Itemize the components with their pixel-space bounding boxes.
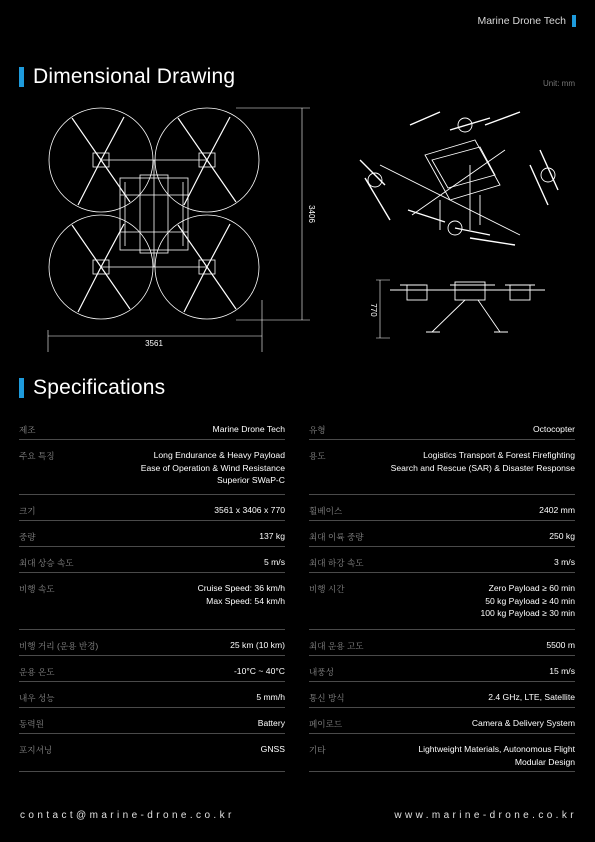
spec-label: 최대 상승 속도 xyxy=(19,558,74,568)
spec-label: 운용 온도 xyxy=(19,667,55,677)
spec-value: 5500 m xyxy=(546,640,575,650)
spec-label: 동력원 xyxy=(19,719,44,729)
spec-row xyxy=(19,495,285,521)
footer xyxy=(20,810,577,821)
dimension-length-label: 3406 xyxy=(307,205,316,223)
spec-row xyxy=(309,630,575,656)
specs-section-title xyxy=(19,376,165,400)
spec-value: Camera & Delivery System xyxy=(471,718,575,728)
spec-label: 내풍성 xyxy=(309,667,334,677)
spec-label: 최대 운용 고도 xyxy=(309,641,364,651)
brand-header xyxy=(477,15,576,27)
spec-value: Logistics Transport & Forest Firefighting Search and Rescue (SAR) & Disaster Response xyxy=(390,450,575,473)
spec-row xyxy=(19,630,285,656)
spec-row xyxy=(19,440,285,495)
spec-label: 비행 시간 xyxy=(309,584,345,594)
spec-value: Battery xyxy=(257,718,285,728)
spec-value: 250 kg xyxy=(549,531,575,541)
spec-label: 휠베이스 xyxy=(309,506,343,516)
spec-row xyxy=(309,734,575,772)
spec-row xyxy=(19,521,285,547)
spec-value: Octocopter xyxy=(532,424,575,434)
spec-row xyxy=(309,708,575,734)
spec-row xyxy=(309,521,575,547)
side-view-drawing xyxy=(376,280,545,338)
spec-label: 페이로드 xyxy=(309,719,343,729)
spec-label: 기타 xyxy=(309,745,326,755)
contact-email[interactable]: contact@marine-drone.co.kr xyxy=(20,810,235,821)
spec-row xyxy=(309,440,575,495)
spec-row xyxy=(309,495,575,521)
spec-row xyxy=(309,656,575,682)
spec-label: 비행 속도 xyxy=(19,584,55,594)
spec-row xyxy=(19,547,285,573)
spec-row xyxy=(19,414,285,440)
spec-value: 3561 x 3406 x 770 xyxy=(214,505,285,515)
spec-label: 제조 xyxy=(19,425,36,435)
spec-value: Long Endurance & Heavy Payload Ease of Operation & Wind Resistance Superior SWaP-C xyxy=(140,450,285,485)
spec-value: Lightweight Materials, Autonomous Flight Modular Design xyxy=(418,744,575,767)
section-accent-bar xyxy=(19,67,24,87)
spec-row xyxy=(19,734,285,772)
spec-row xyxy=(309,573,575,630)
spec-row xyxy=(309,547,575,573)
spec-label: 통신 방식 xyxy=(309,693,345,703)
spec-row xyxy=(19,682,285,708)
spec-value: 2.4 GHz, LTE, Satellite xyxy=(488,692,575,702)
spec-row xyxy=(19,708,285,734)
spec-row xyxy=(309,682,575,708)
specs-right-column xyxy=(309,414,575,772)
spec-value: Zero Payload ≥ 60 min 50 kg Payload ≥ 40 min 100 kg Payload ≥ 30 min xyxy=(480,583,575,618)
spec-label: 주요 특징 xyxy=(19,451,55,461)
drawing-section-title xyxy=(19,65,235,89)
dimension-height-label: 770 xyxy=(369,303,378,317)
drawing-title-text: Dimensional Drawing xyxy=(33,65,236,88)
spec-value: 3 m/s xyxy=(553,557,575,567)
spec-label: 내우 성능 xyxy=(19,693,55,703)
spec-label: 유형 xyxy=(309,425,326,435)
spec-label: 중량 xyxy=(19,532,36,542)
spec-value: 15 m/s xyxy=(549,666,575,676)
unit-label: Unit: mm xyxy=(543,79,575,88)
spec-label: 용도 xyxy=(309,451,326,461)
spec-row xyxy=(19,656,285,682)
specs-left-column xyxy=(19,414,285,772)
spec-row xyxy=(309,414,575,440)
spec-value: GNSS xyxy=(260,744,285,754)
spec-value: 137 kg xyxy=(259,531,285,541)
spec-label: 포지셔닝 xyxy=(19,745,53,755)
spec-value: 5 m/s xyxy=(263,557,285,567)
spec-value: -10°C ~ 40°C xyxy=(233,666,285,676)
spec-value: Marine Drone Tech xyxy=(212,424,285,434)
dimension-width-label: 3561 xyxy=(145,339,163,348)
specs-title-text: Specifications xyxy=(33,376,166,399)
spec-label: 비행 거리 (운용 반경) xyxy=(19,641,99,651)
spec-value: Cruise Speed: 36 km/h Max Speed: 54 km/h xyxy=(197,583,285,606)
website-link[interactable]: www.marine-drone.co.kr xyxy=(394,810,577,821)
spec-label: 최대 이륙 중량 xyxy=(309,532,364,542)
isometric-view-drawing xyxy=(360,112,558,245)
spec-value: 25 km (10 km) xyxy=(230,640,285,650)
spec-label: 최대 하강 속도 xyxy=(309,558,364,568)
brand-name: Marine Drone Tech xyxy=(477,15,566,27)
brand-accent-bar xyxy=(572,15,576,27)
specifications-table xyxy=(19,414,575,772)
top-view-drawing xyxy=(48,108,310,352)
section-accent-bar xyxy=(19,378,24,398)
spec-value: 5 mm/h xyxy=(256,692,285,702)
spec-value: 2402 mm xyxy=(539,505,575,515)
spec-label: 크기 xyxy=(19,506,36,516)
dimensional-drawing xyxy=(0,95,595,360)
spec-row xyxy=(19,573,285,630)
